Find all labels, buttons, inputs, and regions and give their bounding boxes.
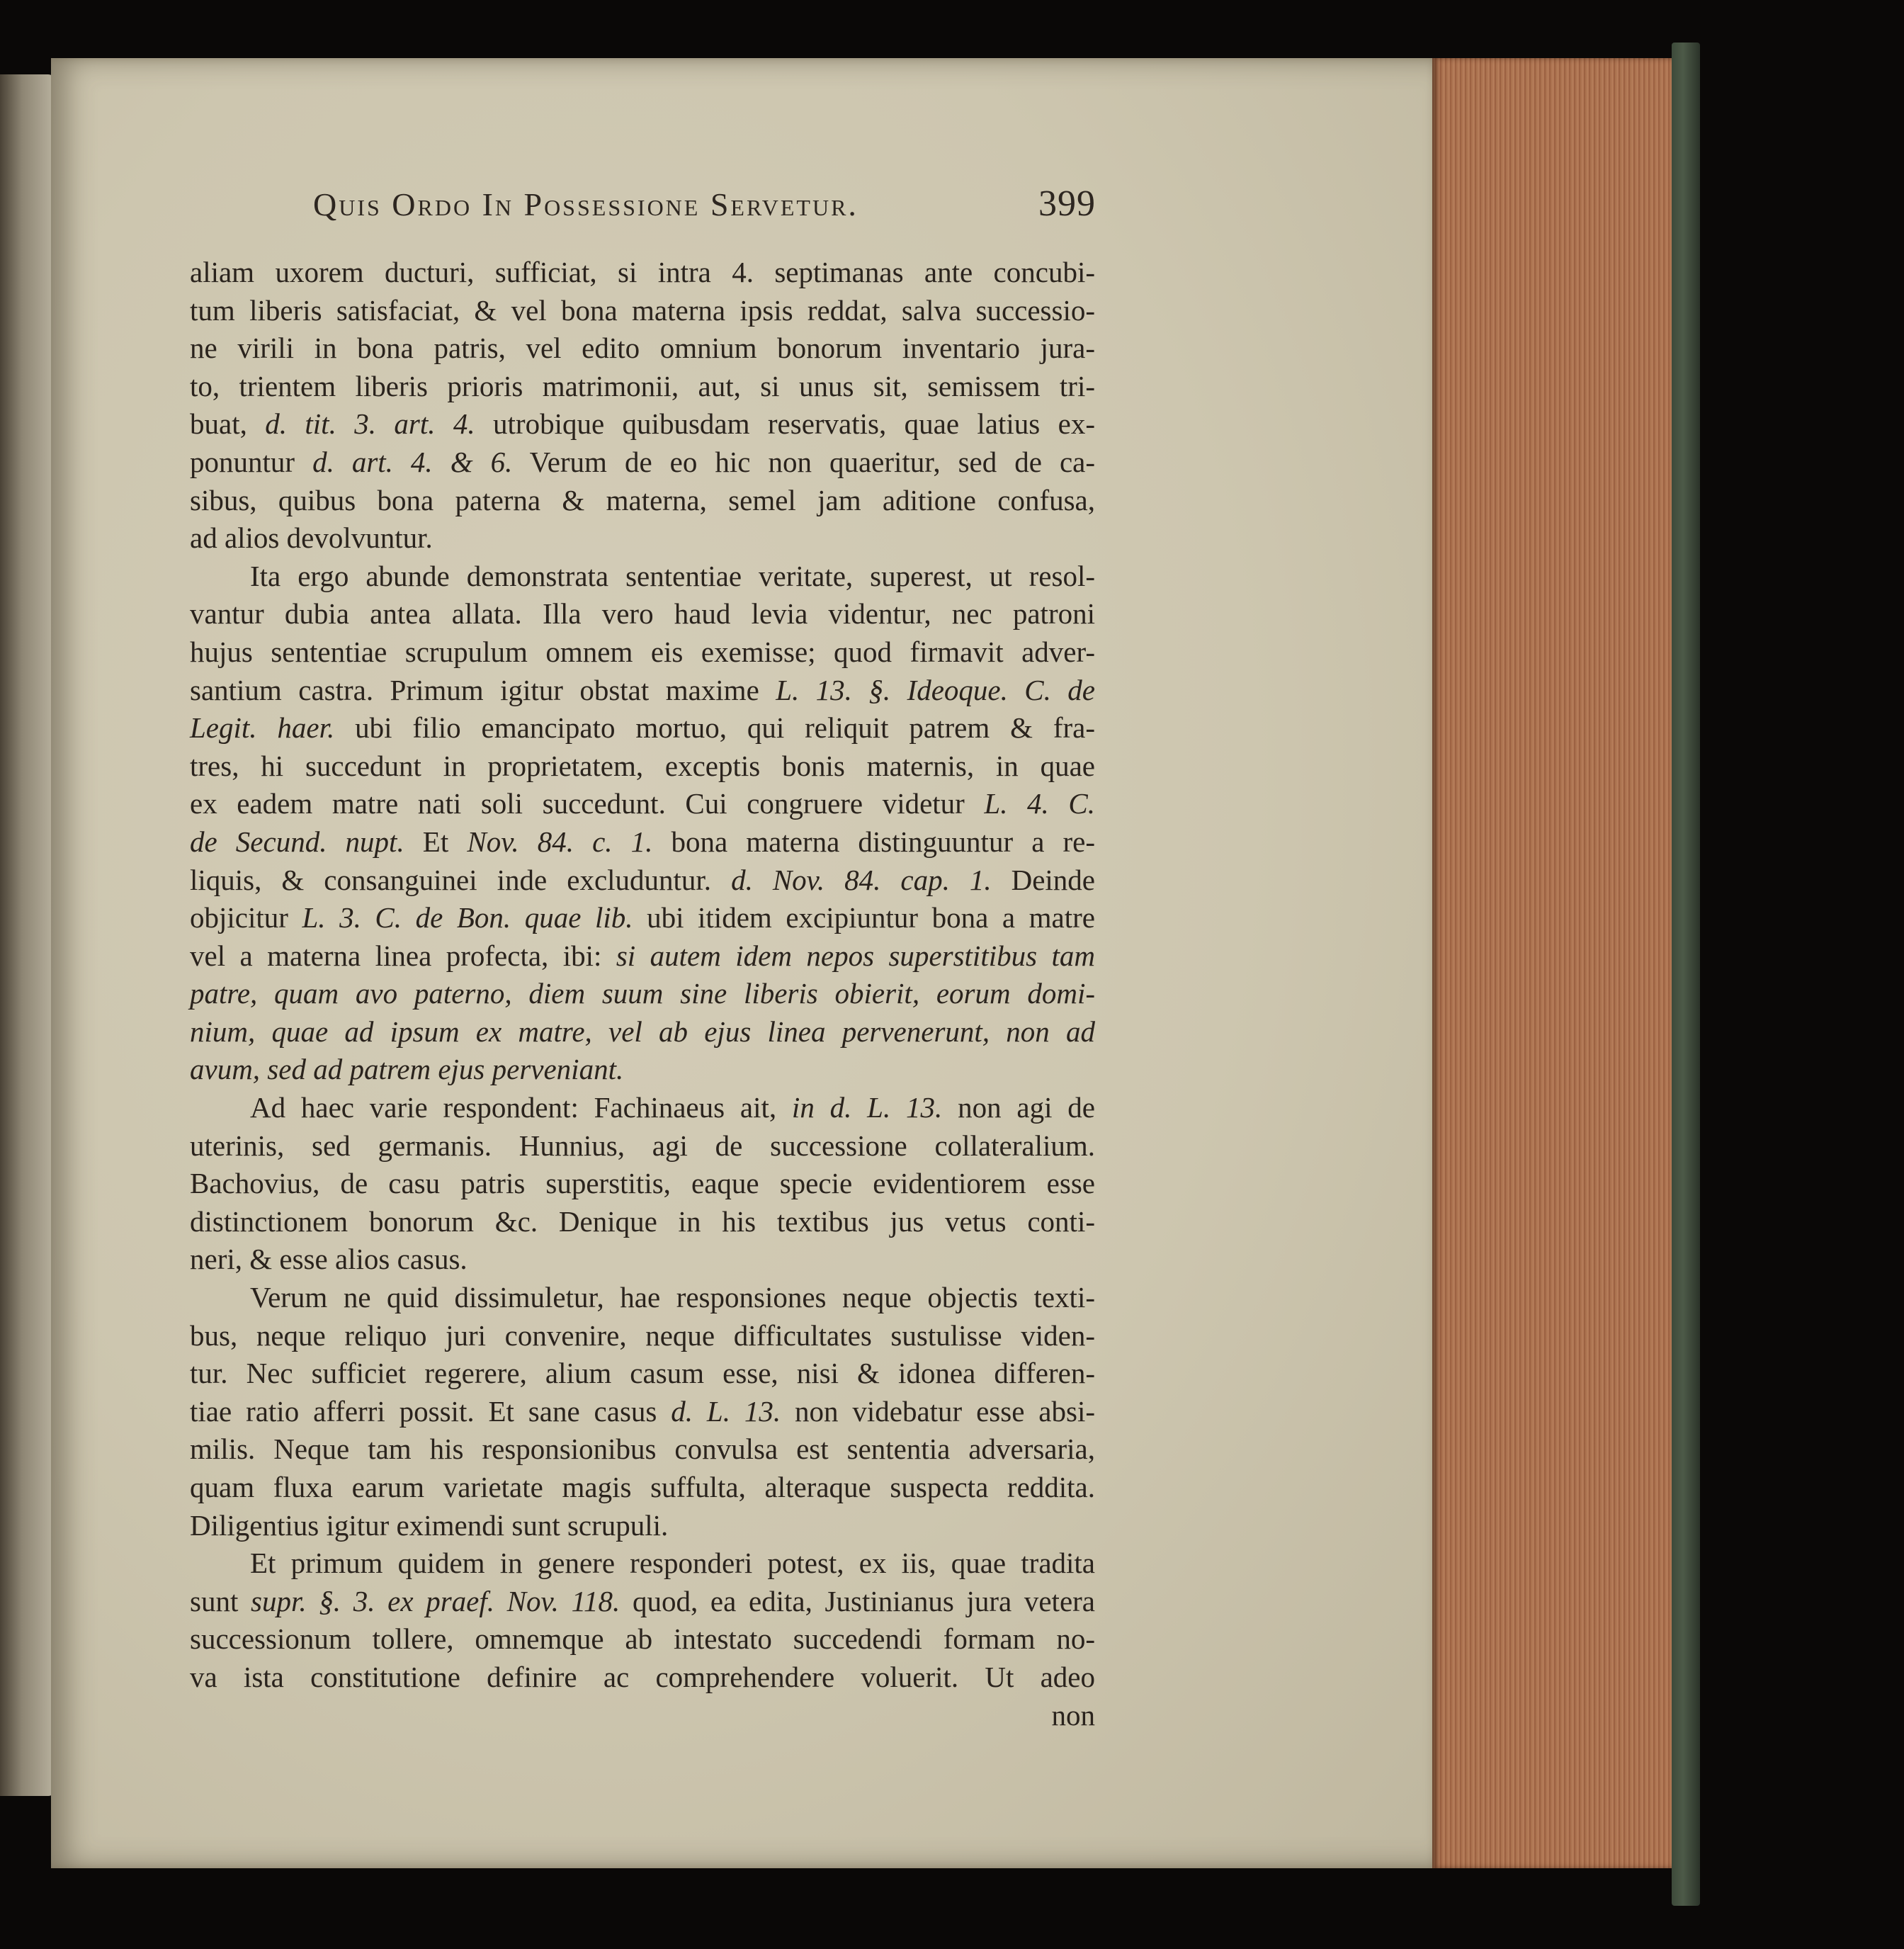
text-line <box>190 595 1095 633</box>
text-segment: ponuntur <box>190 445 313 478</box>
facing-page-edge <box>0 74 55 1796</box>
text-line <box>190 1127 1095 1165</box>
text-segment: Ita ergo abunde demonstrata sententiae veritate, superest, ut resol- <box>250 559 1095 592</box>
text-segment: objicitur <box>190 901 302 934</box>
italic-citation: L. 13. §. Ideoque. C. de <box>776 673 1095 706</box>
text-segment: milis. Neque tam his responsionibus convulsa est sententia adversaria, <box>190 1433 1095 1466</box>
text-line <box>190 292 1095 330</box>
text-segment: tum liberis satisfaciat, & vel bona materna ipsis reddat, salva successio- <box>190 293 1095 327</box>
text-segment: distinctionem bonorum &c. Denique in his textibus jus vetus conti- <box>190 1204 1095 1238</box>
text-segment: hujus sententiae scrupulum omnem eis exemisse; quod firmavit adver- <box>190 635 1095 668</box>
text-segment: Verum ne quid dissimuletur, hae responsiones neque objectis texti- <box>250 1281 1095 1314</box>
text-line <box>190 1544 1095 1583</box>
text-line <box>190 1659 1095 1697</box>
italic-citation: avum, sed ad patrem ejus perveniant. <box>190 1053 624 1086</box>
text-segment: ne virili in bona patris, vel edito omnium bonorum inventario jura- <box>190 332 1095 365</box>
text-line <box>190 1583 1095 1621</box>
text-segment: non videbatur esse absi- <box>781 1394 1095 1428</box>
text-segment: tur. Nec sufficiet regerere, alium casum esse, nisi & idonea differen- <box>190 1357 1095 1390</box>
italic-citation: d. art. 4. & 6. <box>312 445 513 478</box>
text-line <box>190 823 1095 861</box>
text-segment: Diligentius igitur eximendi sunt scrupuli. <box>190 1508 669 1542</box>
text-segment: ex eadem matre nati soli succedunt. Cui congruere videtur <box>190 787 985 820</box>
text-line <box>190 519 1095 558</box>
book-cover-edge <box>1672 43 1700 1906</box>
text-line <box>190 1279 1095 1317</box>
catchword: non <box>1051 1698 1095 1731</box>
italic-citation: nium, quae ad ipsum ex matre, vel ab ejus linea pervenerunt, non ad <box>190 1015 1095 1048</box>
text-segment: ubi filio emancipato mortuo, qui reliquit patrem & fra- <box>334 711 1095 745</box>
text-line <box>190 1620 1095 1659</box>
text-line <box>190 329 1095 368</box>
text-segment: ad alios devolvuntur. <box>190 521 433 555</box>
text-line <box>190 1355 1095 1393</box>
text-segment: uterinis, sed germanis. Hunnius, agi de successione collateralium. <box>190 1129 1095 1162</box>
text-line <box>190 1393 1095 1431</box>
text-segment: bona materna distinguuntur a re- <box>652 825 1096 858</box>
italic-citation: de Secund. nupt. <box>190 825 404 858</box>
text-segment: ubi itidem excipiuntur bona a matre <box>633 901 1095 934</box>
text-segment: vel a materna linea profecta, ibi: <box>190 939 616 972</box>
text-line <box>190 672 1095 710</box>
italic-citation: d. L. 13. <box>671 1394 781 1428</box>
body-text <box>190 254 1095 1734</box>
page-number: 399 <box>1038 183 1096 224</box>
text-line <box>190 1203 1095 1241</box>
book-fore-edge <box>1432 58 1687 1868</box>
text-segment: quam fluxa earum varietate magis suffulta, alteraque suspecta reddita. <box>190 1471 1095 1503</box>
text-segment: Et <box>404 825 468 858</box>
text-line <box>190 1317 1095 1355</box>
text-segment: bus, neque reliquo juri convenire, neque difficultates sustulisse viden- <box>190 1318 1095 1352</box>
text-segment: Ad haec varie respondent: Fachinaeus ait, <box>250 1091 792 1124</box>
text-segment: sibus, quibus bona paterna & materna, semel jam aditione confusa, <box>190 483 1095 516</box>
text-line <box>190 899 1095 937</box>
text-line <box>190 482 1095 520</box>
text-line <box>190 254 1095 292</box>
text-line <box>190 368 1095 406</box>
text-line <box>190 861 1095 900</box>
text-line <box>190 633 1095 672</box>
italic-citation: Nov. 84. c. 1. <box>467 825 653 858</box>
italic-citation: supr. §. 3. ex praef. Nov. 118. <box>251 1584 620 1617</box>
text-line <box>190 1051 1095 1089</box>
text-segment: utrobique quibusdam reservatis, quae latius ex- <box>475 407 1095 441</box>
italic-citation: L. 3. C. de Bon. quae lib. <box>302 901 633 934</box>
text-segment: Deinde <box>991 863 1095 896</box>
italic-citation: d. Nov. 84. cap. 1. <box>731 863 992 896</box>
text-segment: quod, ea edita, Justinianus jura vetera <box>620 1584 1095 1617</box>
text-line <box>190 1013 1095 1051</box>
text-segment: Verum de eo hic non quaeritur, sed de ca- <box>512 445 1096 478</box>
text-segment: Bachovius, de casu patris superstitis, eaque specie evidentiorem esse <box>190 1167 1095 1200</box>
italic-citation: d. tit. 3. art. 4. <box>265 407 475 441</box>
italic-citation: patre, quam avo paterno, diem suum sine liberis obierit, eorum domi- <box>190 977 1095 1010</box>
italic-citation: si autem idem nepos superstitibus tam <box>616 939 1095 972</box>
text-segment: to, trientem liberis prioris matrimonii, aut, si unus sit, semissem tri- <box>190 369 1095 402</box>
text-line <box>190 405 1095 444</box>
text-line <box>190 1507 1095 1545</box>
text-line <box>190 1089 1095 1127</box>
text-line <box>190 785 1095 823</box>
text-line <box>190 937 1095 976</box>
text-line <box>190 1165 1095 1203</box>
text-segment: non agi de <box>942 1091 1095 1124</box>
italic-citation: in d. L. 13. <box>791 1091 943 1124</box>
text-segment: tres, hi succedunt in proprietatem, exceptis bonis maternis, in quae <box>190 749 1095 782</box>
text-segment: liquis, & consanguinei inde excluduntur. <box>190 863 732 896</box>
text-line <box>190 1241 1095 1279</box>
text-line <box>190 747 1095 786</box>
text-segment: buat, <box>190 407 266 441</box>
text-segment: Et primum quidem in genere responderi potest, ex iis, quae tradita <box>250 1547 1095 1580</box>
text-line <box>190 975 1095 1013</box>
italic-citation: Legit. haer. <box>190 711 335 745</box>
italic-citation: L. 4. C. <box>984 787 1095 820</box>
text-line <box>190 444 1095 482</box>
text-segment: successionum tollere, omnemque ab intestato succedendi formam no- <box>190 1622 1095 1656</box>
text-line <box>190 709 1095 747</box>
running-head: Quis Ordo In Possessione Servetur. <box>313 186 858 222</box>
text-segment: sunt <box>190 1584 251 1617</box>
text-segment: va ista constitutione definire ac comprehendere voluerit. Ut adeo <box>190 1660 1095 1693</box>
text-segment: tiae ratio afferri possit. Et sane casus <box>190 1394 672 1428</box>
text-segment: santium castra. Primum igitur obstat maxime <box>190 673 776 706</box>
text-segment: neri, & esse alios casus. <box>190 1243 468 1276</box>
text-line <box>190 1469 1095 1507</box>
text-line <box>190 1430 1095 1469</box>
text-segment: aliam uxorem ducturi, sufficiat, si intra 4. septimanas ante concubi- <box>190 256 1095 288</box>
text-line <box>190 558 1095 596</box>
text-segment: vantur dubia antea allata. Illa vero haud levia videntur, nec patroni <box>190 597 1095 631</box>
page-header <box>313 183 1096 232</box>
